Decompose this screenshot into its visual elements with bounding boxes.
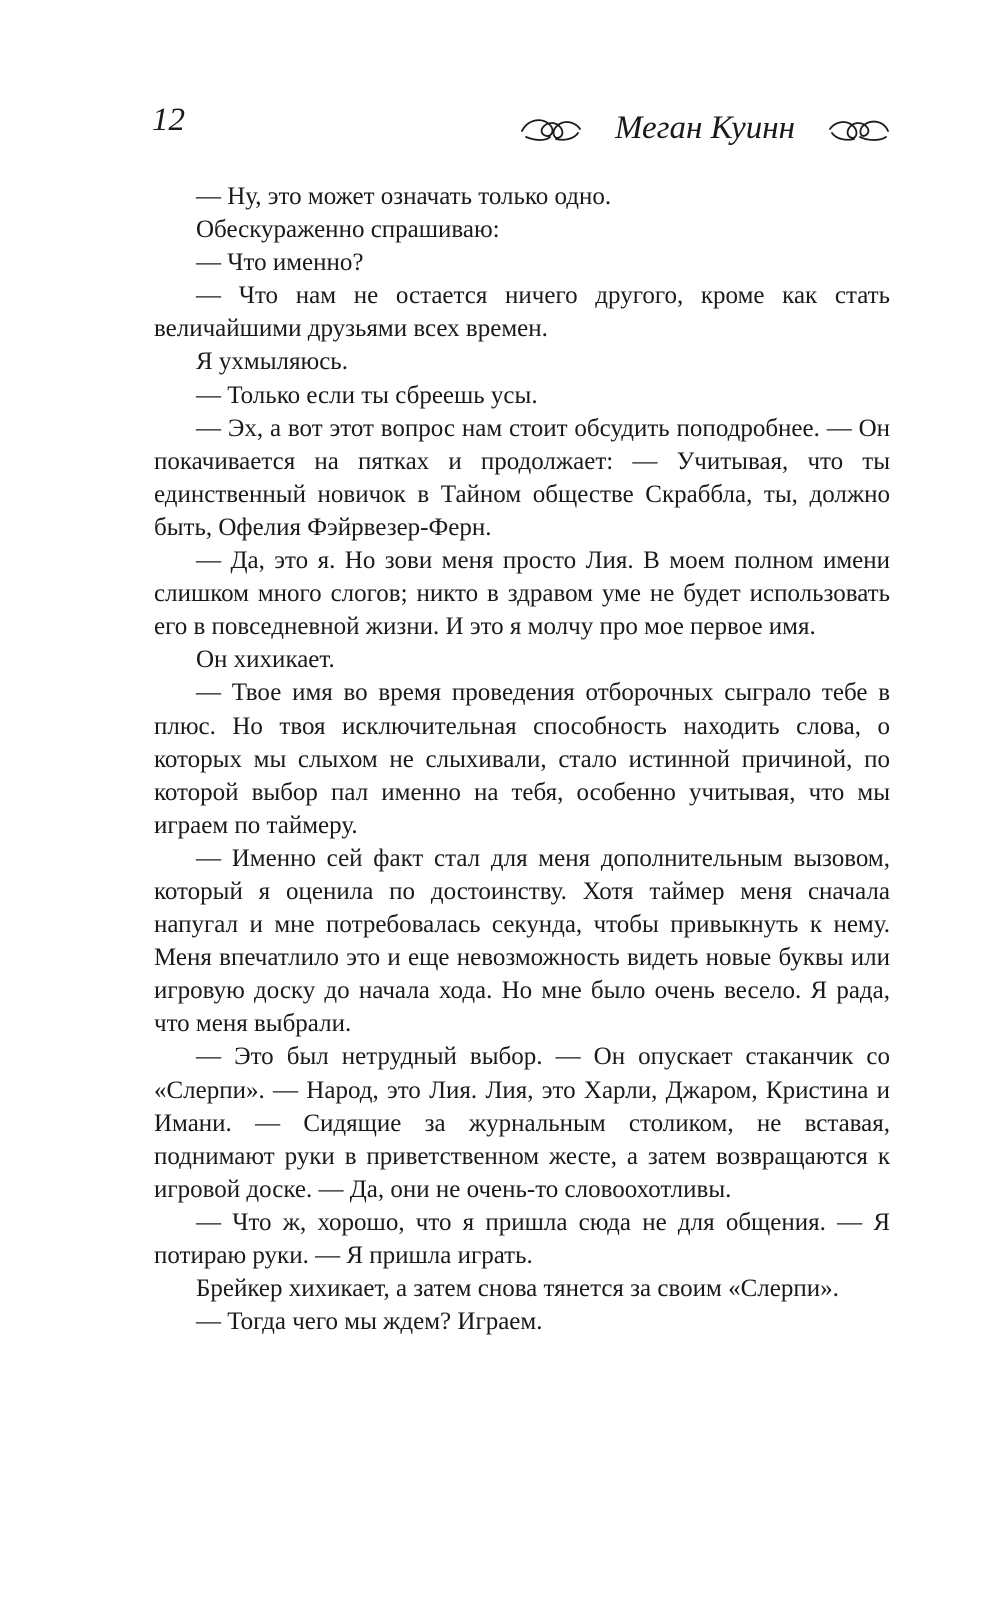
paragraph: — Тогда чего мы ждем? Играем. [196,1308,543,1336]
paragraph: Он хихикает. [196,646,335,674]
paragraph: — Ну, это может означать только одно. [196,183,612,210]
paragraph: — Это был нетрудный выбор. — Он опускает стаканчик со «Слерпи». — Народ, это Лия. Лия, это Харли, Джаром, Кристина и Имани. — Сидящие за журнальным столиком, не вставая, поднимают руки в приветственном жесте, а затем возвращаются к игровой доске. — Да, они не очень-то словоохотливы. [154,1043,890,1203]
running-title-author: Меган Куинн [614,109,796,146]
paragraph: — Эх, а вот этот вопрос нам стоит обсудить поподробнее. — Он покачивается на пятках и продолжает: — Учитывая, что ты единственный новичок в Тайном обществе Скраббла, ты, должно быть, Офелия Фэйрвезер-Ферн. [154,414,890,541]
paragraph: — Только если ты сбреешь усы. [196,381,538,409]
running-head [520,106,890,150]
paragraph: — Да, это я. Но зови меня просто Лия. В моем полном имени слишком много слогов; никто в здравом уме не будет использовать его в повседневной жизни. И это я молчу про мое первое имя. [154,547,890,641]
paragraph: Я ухмыляюсь. [196,348,348,376]
paragraph: Обескураженно спрашиваю: [196,216,500,244]
body-text [154,180,890,1338]
paragraph: — Что именно? [196,249,364,277]
page-number: 12 [152,102,185,138]
right-flourish-ornament-icon [828,111,890,145]
paragraph: Брейкер хихикает, а затем снова тянется за своим «Слерпи». [196,1275,839,1303]
paragraph: — Твое имя во время проведения отборочных сыграло тебе в плюс. Но твоя исключительная способность находить слова, о которых мы слыхом не слыхивали, стало истинной причиной, по которой выбор пал именно на тебя, особенно учитывая, что мы играем по таймеру. [154,679,890,839]
left-flourish-ornament-icon [520,111,582,145]
paragraph: — Именно сей факт стал для меня дополнительным вызовом, который я оценила по достоинству. Хотя таймер меня сначала напугал и мне потребовалась секунда, чтобы привыкнуть к нему. Меня впечатлило это и еще невозможность видеть новые буквы или игровую доску до начала хода. Но мне было очень весело. Я рада, что меня выбрали. [154,844,890,1038]
paragraph: — Что нам не остается ничего другого, кроме как стать величайшими друзьями всех времен. [154,282,890,343]
paragraph: — Что ж, хорошо, что я пришла сюда не для общения. — Я потираю руки. — Я пришла играть. [154,1208,890,1269]
